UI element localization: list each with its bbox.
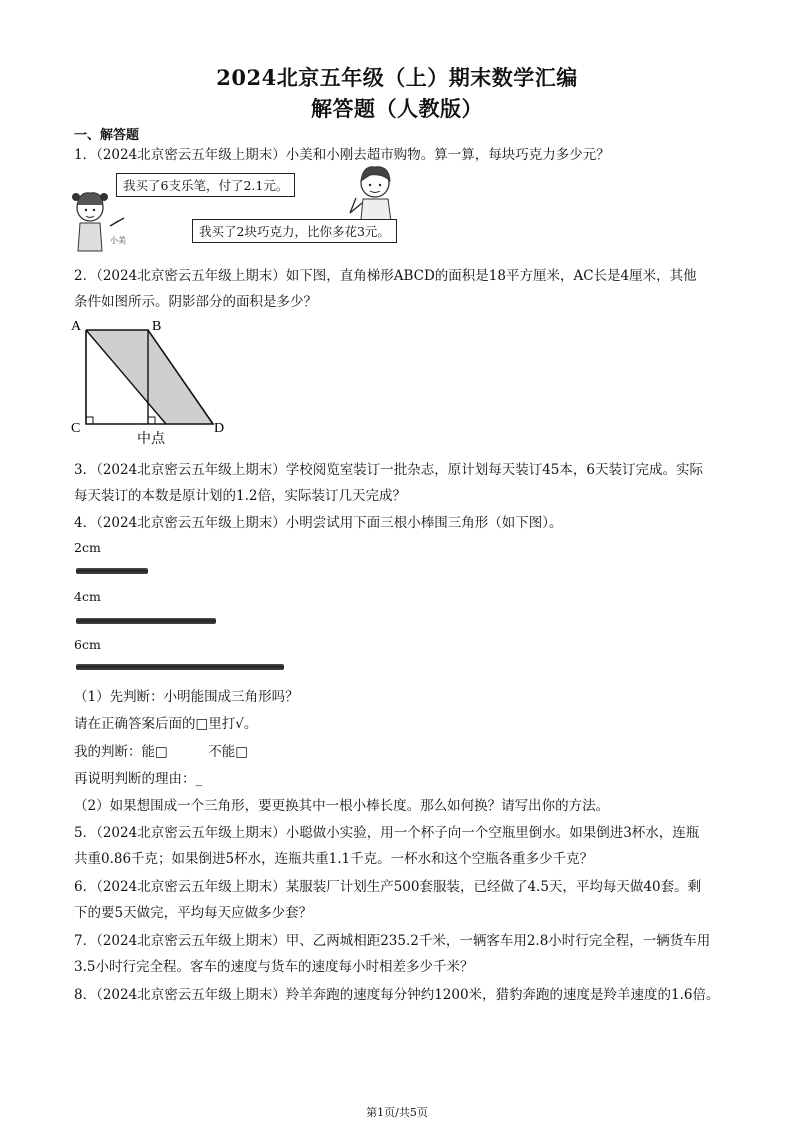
- document-title-line-2: 解答题（人教版）: [311, 96, 483, 121]
- document-title-line-1: 2024北京五年级（上）期末数学汇编: [216, 65, 578, 90]
- shaded-region: [86, 330, 213, 424]
- label-d: D: [214, 421, 225, 436]
- section-heading: 一、解答题: [74, 128, 140, 143]
- question-4-line-1: 4．（2024北京密云五年级上期末）小明尝试用下面三根小棒围三角形（如下图）。: [74, 515, 563, 531]
- label-midpoint: 中点: [137, 431, 165, 447]
- stick-1-label: 2cm: [74, 540, 101, 555]
- question-4-instruction: 请在正确答案后面的□里打√。: [74, 716, 258, 732]
- girl-figure: [72, 193, 108, 251]
- stick-2-label: 4cm: [74, 589, 101, 604]
- question-1-text: 1．（2024北京密云五年级上期末）小美和小刚去超市购物。算一算，每块巧克力多少元？: [74, 147, 610, 163]
- trapezoid-diagram: [66, 316, 246, 448]
- girl-side-label: 小美: [110, 236, 126, 245]
- girl-bubble-tail: [110, 218, 124, 226]
- stick-4cm: [76, 618, 216, 624]
- question-2-line-2: 条件如图所示。阴影部分的面积是多少？: [74, 294, 317, 310]
- stick-6cm: [76, 664, 284, 670]
- label-c: C: [71, 421, 81, 436]
- question-2-line-1: 2．（2024北京密云五年级上期末）如下图，直角梯形ABCD的面积是18平方厘米，AC长是4厘米，其他: [74, 268, 697, 284]
- question-3-line-2: 每天装订的本数是原计划的1.2倍，实际装订几天完成？: [74, 488, 406, 504]
- right-angle-mark-mid: [148, 417, 155, 424]
- page-footer: 第1页/共5页: [366, 1106, 428, 1119]
- question-4-part-2: （2）如果想围成一个三角形，要更换其中一根小棒长度。那么如何换？请写出你的方法。: [74, 798, 610, 814]
- stick-3-label: 6cm: [74, 637, 101, 652]
- label-b: B: [152, 319, 162, 334]
- question-8-line-1: 8．（2024北京密云五年级上期末）羚羊奔跑的速度每分钟约1200米，猎豹奔跑的速度是羚羊速度的1.6倍。: [74, 987, 720, 1003]
- boy-speech-bubble: 我买了2块巧克力，比你多花3元。: [192, 219, 397, 243]
- boy-bubble-tail: [350, 198, 362, 213]
- question-6-line-2: 下的要5天做完，平均每天应做多少套？: [74, 905, 313, 921]
- question-3-line-1: 3．（2024北京密云五年级上期末）学校阅览室装订一批杂志，原计划每天装订45本，6天装订完成。实际: [74, 462, 703, 478]
- question-5-line-1: 5．（2024北京密云五年级上期末）小聪做小实验，用一个杯子向一个空瓶里倒水。如果倒进3杯水，连瓶: [74, 825, 700, 841]
- question-7-line-2: 3.5小时行完全程。客车的速度与货车的速度每小时相差多少千米？: [74, 959, 474, 975]
- right-angle-mark-c: [86, 417, 93, 424]
- question-4-part-1: （1）先判断：小明能围成三角形吗？: [74, 689, 299, 705]
- girl-speech-bubble: 我买了6支乐笔，付了2.1元。: [116, 173, 295, 197]
- question-7-line-1: 7．（2024北京密云五年级上期末）甲、乙两城相距235.2千米，一辆客车用2.8小时行完全程，一辆货车用: [74, 933, 711, 949]
- question-4-reason: 再说明判断的理由：_: [74, 771, 203, 787]
- question-4-judgement: 我的判断：能□ 不能□: [74, 744, 249, 760]
- question-6-line-1: 6．（2024北京密云五年级上期末）某服装厂计划生产500套服装，已经做了4.5天，平均每天做40套。剩: [74, 879, 702, 895]
- question-5-line-2: 共重0.86千克；如果倒进5杯水，连瓶共重1.1千克。一杯水和这个空瓶各重多少千克？: [74, 851, 594, 867]
- label-a: A: [71, 319, 82, 334]
- stick-2cm: [76, 568, 148, 574]
